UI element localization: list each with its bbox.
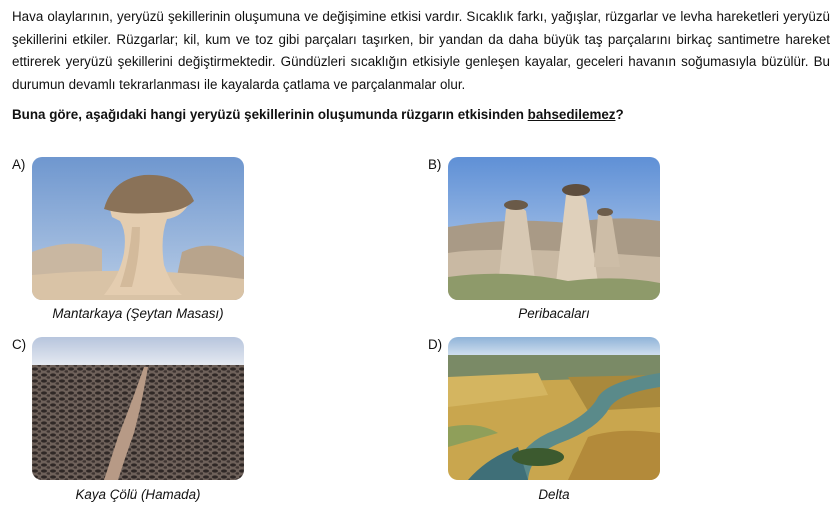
option-a-letter[interactable]: A) <box>12 157 26 172</box>
option-c-caption: Kaya Çölü (Hamada) <box>75 487 201 502</box>
option-a-caption: Mantarkaya (Şeytan Masası) <box>52 306 224 321</box>
mushroom-rock-image <box>32 157 244 300</box>
option-a-photo[interactable] <box>32 157 244 300</box>
question-emphasis: bahsedilemez <box>527 107 616 122</box>
option-c-photo[interactable] <box>32 337 244 480</box>
option-c-letter[interactable]: C) <box>12 337 27 352</box>
option-b-letter[interactable]: B) <box>428 157 442 172</box>
delta-image <box>448 337 660 480</box>
passage-text: Hava olaylarının, yeryüzü şekillerinin oluşumuna ve değişimine etkisi vardır. Sıcaklık farkı, yağışlar, rüzgarlar ve levha hareketleri yeryüzü şekillerini etkiler. Rüzgarlar; kil, kum ve toz gibi parçaları taşırken, bir yandan da daha büyük taş parçalarını birkaç santimetre hareket ettirerek yeryüzü şekillerini değiştirmektedir. Gündüzleri sıcaklığın etkisiyle genleşen kayalar, geceleri havanın soğumasıyla büzülür. Bu durumun devamlı tekrarlanması ile kayalarda çatlama ve parçalanmalar olur. <box>12 9 830 92</box>
question-end: ? <box>615 107 624 122</box>
option-b-caption: Peribacaları <box>518 306 590 321</box>
question-stem: Buna göre, aşağıdaki hangi yeryüzü şekillerinin oluşumunda rüzgarın etkisinden <box>12 107 528 122</box>
option-d-caption: Delta <box>538 487 570 502</box>
option-b-photo[interactable] <box>448 157 660 300</box>
option-d-photo[interactable] <box>448 337 660 480</box>
rock-desert-image <box>32 337 244 480</box>
question-text <box>12 107 830 122</box>
fairy-chimneys-image <box>448 157 660 300</box>
option-d-letter[interactable]: D) <box>428 337 443 352</box>
